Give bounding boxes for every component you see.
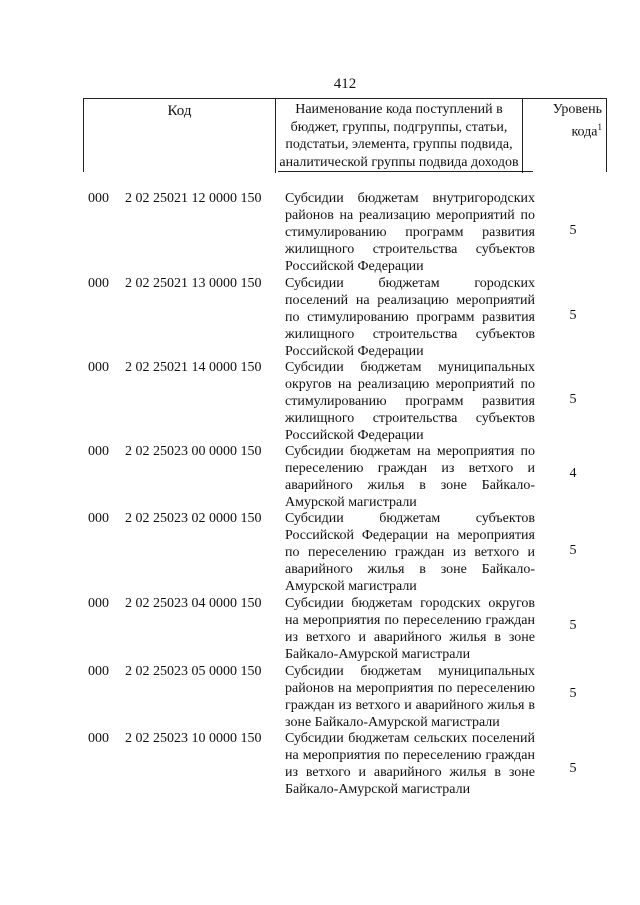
row-name: Субсидии бюджетам на мероприятия по переселению граждан из ветхого и аварийного жилья в зоне Байкало-Амурской магистрали — [285, 444, 535, 510]
header-level — [523, 99, 608, 173]
row-name: Субсидии бюджетам городских поселений на реализацию мероприятий по стимулированию программ развития жилищного строительства субъектов Российской Федерации — [285, 276, 535, 359]
row-code: 2 02 25021 14 0000 150 — [125, 360, 262, 375]
row-name: Субсидии бюджетам внутригородских районов на реализацию мероприятий по стимулированию программ развития жилищного строительства субъектов Российской Федерации — [285, 191, 535, 274]
row-level: 5 — [569, 761, 577, 776]
header-level-footnote: 1 — [597, 121, 602, 132]
row-level: 5 — [569, 543, 577, 558]
header-code: Код — [84, 99, 276, 173]
page-number: 412 — [333, 76, 357, 92]
row-level: 5 — [569, 686, 577, 701]
row-prefix: 000 — [88, 276, 109, 291]
header-underline — [278, 171, 533, 172]
row-name: Субсидии бюджетам сельских поселений на мероприятия по переселению граждан из ветхого и аварийного жилья в зоне Байкало-Амурской магистрали — [285, 731, 535, 797]
header-name: Наименование кода поступлений в бюджет, группы, подгруппы, статьи, подстатьи, элемента, группы подвида, аналитической группы подвида доходов — [276, 99, 523, 173]
row-prefix: 000 — [88, 596, 109, 611]
row-name: Субсидии бюджетам муниципальных округов на реализацию мероприятий по стимулированию программ развития жилищного строительства субъектов Российской Федерации — [285, 360, 535, 443]
row-level: 5 — [569, 308, 577, 323]
row-level: 4 — [569, 466, 577, 481]
row-name: Субсидии бюджетам субъектов Российской Федерации на мероприятия по переселению граждан из ветхого и аварийного жилья в зоне Байкало-Амурской магистрали — [285, 511, 535, 594]
row-prefix: 000 — [88, 731, 109, 746]
row-name: Субсидии бюджетам городских округов на мероприятия по переселению граждан из ветхого и аварийного жилья в зоне Байкало-Амурской магистрали — [285, 596, 535, 662]
table-header — [83, 98, 607, 172]
row-prefix: 000 — [88, 360, 109, 375]
row-code: 2 02 25023 10 0000 150 — [125, 731, 262, 746]
row-code: 2 02 25021 13 0000 150 — [125, 276, 262, 291]
row-level: 5 — [569, 223, 577, 238]
row-prefix: 000 — [88, 191, 109, 206]
row-code: 2 02 25021 12 0000 150 — [125, 191, 262, 206]
row-prefix: 000 — [88, 444, 109, 459]
row-code: 2 02 25023 00 0000 150 — [125, 444, 262, 459]
row-code: 2 02 25023 05 0000 150 — [125, 664, 262, 679]
row-name: Субсидии бюджетам муниципальных районов на мероприятия по переселению граждан из ветхого и аварийного жилья в зоне Байкало-Амурской магистрали — [285, 664, 535, 730]
row-level: 5 — [569, 392, 577, 407]
row-level: 5 — [569, 618, 577, 633]
header-level-label: Уровень кода — [552, 102, 602, 140]
row-code: 2 02 25023 02 0000 150 — [125, 511, 262, 526]
row-code: 2 02 25023 04 0000 150 — [125, 596, 262, 611]
row-prefix: 000 — [88, 664, 109, 679]
row-prefix: 000 — [88, 511, 109, 526]
